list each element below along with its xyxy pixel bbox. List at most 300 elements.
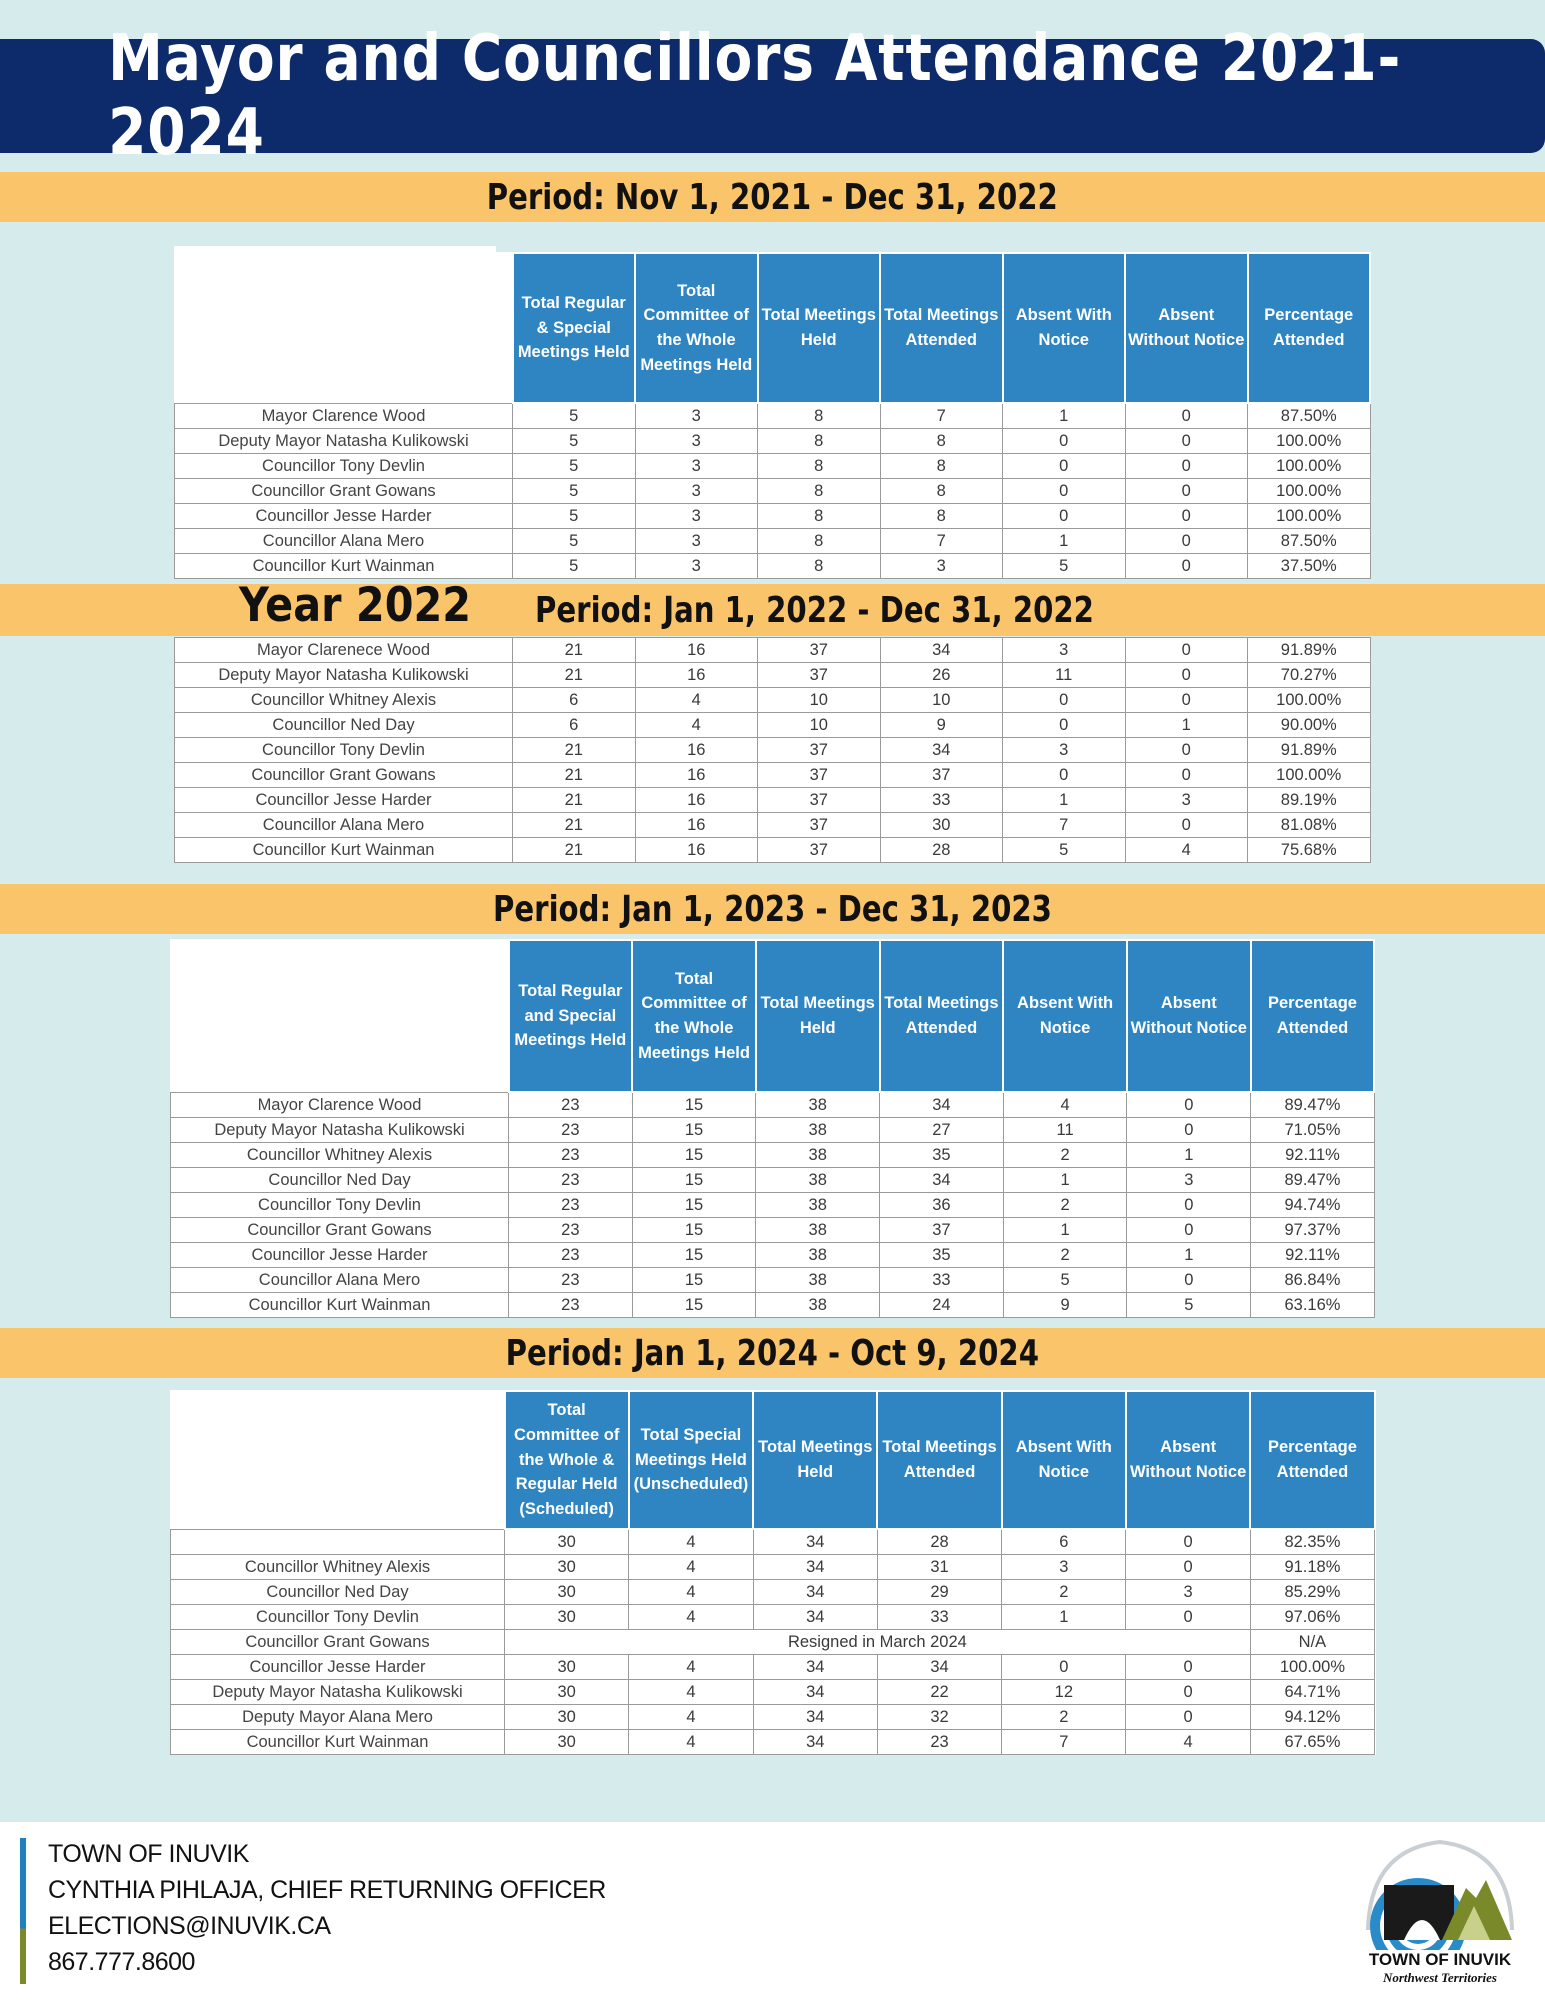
contact-phone[interactable]: 867.777.8600 [48, 1948, 195, 1976]
column-header: Total Committee of the Whole Meetings Held [632, 940, 756, 1092]
value-cell: 3 [1002, 1555, 1126, 1580]
value-cell: 100.00% [1248, 454, 1371, 479]
value-cell: 24 [880, 1293, 1004, 1318]
value-cell: 2 [1003, 1143, 1127, 1168]
value-cell: 0 [1002, 1655, 1126, 1680]
table-row [171, 1092, 1375, 1118]
table-row [171, 1730, 1375, 1755]
value-cell: 100.00% [1248, 479, 1371, 504]
value-cell: 34 [753, 1580, 877, 1605]
value-cell: 2 [1002, 1580, 1126, 1605]
value-cell: 4 [629, 1680, 753, 1705]
member-name-cell: Councillor Jesse Harder [175, 788, 513, 813]
value-cell: 28 [877, 1529, 1001, 1555]
value-cell: 38 [756, 1118, 880, 1143]
member-name-cell: Councillor Tony Devlin [175, 738, 513, 763]
value-cell: 11 [1003, 1118, 1127, 1143]
value-cell: 21 [513, 838, 636, 863]
value-cell: 38 [756, 1243, 880, 1268]
attendance-table-2022 [174, 637, 1371, 863]
value-cell: 4 [629, 1580, 753, 1605]
column-header: Total Committee of the Whole Meetings Held [635, 253, 758, 403]
value-cell: 0 [1125, 454, 1248, 479]
value-cell: 0 [1125, 638, 1248, 663]
value-cell: 0 [1003, 454, 1126, 479]
value-cell: 37 [880, 763, 1003, 788]
value-cell: 30 [505, 1680, 629, 1705]
footer [0, 1822, 1545, 2000]
value-cell: 37 [880, 1218, 1004, 1243]
contact-officer: CYNTHIA PIHLAJA, CHIEF RETURNING OFFICER [48, 1876, 606, 1904]
value-cell: 30 [880, 813, 1003, 838]
value-cell: 16 [635, 638, 758, 663]
value-cell: 16 [635, 838, 758, 863]
member-name-cell: Deputy Mayor Natasha Kulikowski [171, 1680, 505, 1705]
value-cell: 7 [1002, 1730, 1126, 1755]
value-cell: 8 [758, 454, 881, 479]
value-cell: 8 [880, 504, 1003, 529]
value-cell: 37 [758, 813, 881, 838]
value-cell: 4 [635, 713, 758, 738]
value-cell: 27 [880, 1118, 1004, 1143]
value-cell: 30 [505, 1605, 629, 1630]
value-cell: 34 [880, 738, 1003, 763]
value-cell: 94.12% [1250, 1705, 1374, 1730]
value-cell: 23 [509, 1243, 633, 1268]
value-cell: 1 [1127, 1143, 1251, 1168]
table-row [175, 713, 1371, 738]
value-cell: 33 [877, 1605, 1001, 1630]
value-cell: 8 [758, 479, 881, 504]
value-cell: 5 [1003, 838, 1126, 863]
value-cell: 82.35% [1250, 1529, 1374, 1555]
table-row [175, 763, 1371, 788]
value-cell: 8 [880, 479, 1003, 504]
value-cell: 0 [1125, 738, 1248, 763]
table-row [171, 1268, 1375, 1293]
member-name-cell: Councillor Alana Mero [175, 529, 513, 554]
table-row [175, 429, 1371, 454]
value-cell: 38 [756, 1143, 880, 1168]
table-row [175, 838, 1371, 863]
value-cell: 34 [753, 1655, 877, 1680]
value-cell: Resigned in March 2024 [505, 1630, 1251, 1655]
value-cell: 23 [509, 1168, 633, 1193]
value-cell: 34 [880, 1092, 1004, 1118]
member-name-cell: Deputy Mayor Natasha Kulikowski [175, 663, 513, 688]
table-row [175, 403, 1371, 429]
member-name-cell: Mayor Clarenece Wood [175, 638, 513, 663]
value-cell: 70.27% [1248, 663, 1371, 688]
period-band-2024 [0, 1328, 1545, 1378]
value-cell: 63.16% [1251, 1293, 1375, 1318]
value-cell: 97.06% [1250, 1605, 1374, 1630]
value-cell: 0 [1125, 479, 1248, 504]
contact-email[interactable]: ELECTIONS@INUVIK.CA [48, 1912, 331, 1940]
value-cell: 21 [513, 788, 636, 813]
value-cell: 38 [756, 1218, 880, 1243]
value-cell: 0 [1126, 1655, 1250, 1680]
table-row [175, 788, 1371, 813]
value-cell: 23 [877, 1730, 1001, 1755]
column-header: Total Regular and Special Meetings Held [509, 940, 633, 1092]
value-cell: 5 [513, 529, 636, 554]
value-cell: 100.00% [1248, 504, 1371, 529]
value-cell: 1 [1002, 1605, 1126, 1630]
table-row [175, 479, 1371, 504]
value-cell: N/A [1250, 1630, 1374, 1655]
value-cell: 16 [635, 763, 758, 788]
value-cell: 92.11% [1251, 1143, 1375, 1168]
value-cell: 0 [1127, 1218, 1251, 1243]
table-row [171, 1143, 1375, 1168]
table-row [175, 554, 1371, 579]
value-cell: 37 [758, 763, 881, 788]
member-name-cell: Councillor Grant Gowans [171, 1218, 509, 1243]
period-band-2022 [0, 584, 1545, 636]
page-title: Mayor and Councillors Attendance 2021-2024 [108, 22, 1402, 170]
value-cell: 4 [635, 688, 758, 713]
value-cell: 67.65% [1250, 1730, 1374, 1755]
member-name-cell: Councillor Ned Day [171, 1168, 509, 1193]
value-cell: 16 [635, 738, 758, 763]
member-name-cell: Mayor Clarence Wood [171, 1092, 509, 1118]
member-name-cell: Deputy Mayor Natasha Kulikowski [171, 1118, 509, 1143]
value-cell: 21 [513, 638, 636, 663]
value-cell: 15 [632, 1143, 756, 1168]
attendance-table-2021 [174, 252, 1371, 579]
value-cell: 10 [758, 713, 881, 738]
column-header: Percentage Attended [1251, 940, 1375, 1092]
value-cell: 37 [758, 838, 881, 863]
value-cell: 22 [877, 1680, 1001, 1705]
value-cell: 0 [1125, 763, 1248, 788]
value-cell: 23 [509, 1193, 633, 1218]
member-name-cell: Councillor Grant Gowans [175, 763, 513, 788]
value-cell: 1 [1125, 713, 1248, 738]
value-cell: 0 [1125, 429, 1248, 454]
value-cell: 86.84% [1251, 1268, 1375, 1293]
value-cell: 15 [632, 1092, 756, 1118]
value-cell: 5 [513, 429, 636, 454]
member-name-cell: Councillor Jesse Harder [171, 1655, 505, 1680]
header-blank [171, 940, 509, 1092]
value-cell: 23 [509, 1143, 633, 1168]
value-cell: 16 [635, 663, 758, 688]
member-name-cell: Councillor Ned Day [171, 1580, 505, 1605]
period-label-2021: Period: Nov 1, 2021 - Dec 31, 2022 [486, 176, 1059, 218]
value-cell: 15 [632, 1218, 756, 1243]
table-row [175, 738, 1371, 763]
value-cell: 8 [758, 504, 881, 529]
value-cell: 0 [1125, 554, 1248, 579]
value-cell: 3 [635, 529, 758, 554]
member-name-cell: Deputy Mayor Natasha Kulikowski [175, 429, 513, 454]
value-cell: 87.50% [1248, 529, 1371, 554]
column-header: Total Regular & Special Meetings Held [513, 253, 636, 403]
member-name-cell: Councillor Kurt Wainman [171, 1293, 509, 1318]
table-row [175, 688, 1371, 713]
value-cell: 30 [505, 1705, 629, 1730]
member-name-cell: Councillor Whitney Alexis [171, 1555, 505, 1580]
value-cell: 3 [1003, 738, 1126, 763]
value-cell: 33 [880, 788, 1003, 813]
value-cell: 2 [1002, 1705, 1126, 1730]
value-cell: 10 [758, 688, 881, 713]
value-cell: 30 [505, 1730, 629, 1755]
value-cell: 37 [758, 738, 881, 763]
value-cell: 32 [877, 1705, 1001, 1730]
value-cell: 38 [756, 1193, 880, 1218]
value-cell: 34 [880, 1168, 1004, 1193]
value-cell: 30 [505, 1555, 629, 1580]
value-cell: 0 [1125, 403, 1248, 429]
value-cell: 1 [1003, 1168, 1127, 1193]
value-cell: 0 [1126, 1705, 1250, 1730]
value-cell: 38 [756, 1168, 880, 1193]
value-cell: 21 [513, 738, 636, 763]
value-cell: 3 [1003, 638, 1126, 663]
member-name-cell: Councillor Kurt Wainman [175, 554, 513, 579]
value-cell: 0 [1003, 713, 1126, 738]
value-cell: 3 [635, 429, 758, 454]
value-cell: 30 [505, 1655, 629, 1680]
value-cell: 38 [756, 1293, 880, 1318]
value-cell: 0 [1126, 1555, 1250, 1580]
member-name-cell: Councillor Whitney Alexis [175, 688, 513, 713]
member-name-cell: Councillor Kurt Wainman [175, 838, 513, 863]
value-cell: 37 [758, 663, 881, 688]
table-row [171, 1705, 1375, 1730]
column-header: Total Meetings Attended [880, 253, 1003, 403]
value-cell: 0 [1126, 1529, 1250, 1555]
logo-mark-icon [1354, 1830, 1526, 1950]
value-cell: 21 [513, 663, 636, 688]
value-cell: 2 [1003, 1193, 1127, 1218]
value-cell: 0 [1127, 1092, 1251, 1118]
value-cell: 97.37% [1251, 1218, 1375, 1243]
table-row [171, 1655, 1375, 1680]
table-row [171, 1630, 1375, 1655]
value-cell: 3 [635, 403, 758, 429]
member-name-cell: Councillor Jesse Harder [175, 504, 513, 529]
table-row [171, 1580, 1375, 1605]
value-cell: 0 [1003, 688, 1126, 713]
member-name-cell: Councillor Kurt Wainman [171, 1730, 505, 1755]
value-cell: 75.68% [1248, 838, 1371, 863]
member-name-cell: Councillor Jesse Harder [171, 1243, 509, 1268]
column-header: Absent With Notice [1002, 1391, 1126, 1529]
value-cell: 4 [1125, 838, 1248, 863]
member-name-cell: Councillor Tony Devlin [171, 1193, 509, 1218]
value-cell: 36 [880, 1193, 1004, 1218]
table-row [171, 1168, 1375, 1193]
value-cell: 21 [513, 763, 636, 788]
value-cell: 21 [513, 813, 636, 838]
member-name-cell: Councillor Tony Devlin [171, 1605, 505, 1630]
value-cell: 85.29% [1250, 1580, 1374, 1605]
value-cell: 3 [1127, 1168, 1251, 1193]
value-cell: 0 [1126, 1605, 1250, 1630]
value-cell: 33 [880, 1268, 1004, 1293]
value-cell: 11 [1003, 663, 1126, 688]
value-cell: 87.50% [1248, 403, 1371, 429]
value-cell: 7 [880, 529, 1003, 554]
value-cell: 23 [509, 1118, 633, 1143]
value-cell: 3 [635, 554, 758, 579]
value-cell: 89.47% [1251, 1092, 1375, 1118]
value-cell: 26 [880, 663, 1003, 688]
value-cell: 38 [756, 1268, 880, 1293]
value-cell: 34 [753, 1730, 877, 1755]
value-cell: 100.00% [1248, 763, 1371, 788]
value-cell: 4 [629, 1529, 753, 1555]
value-cell: 8 [758, 403, 881, 429]
value-cell: 4 [1003, 1092, 1127, 1118]
value-cell: 1 [1003, 403, 1126, 429]
value-cell: 3 [880, 554, 1003, 579]
table-row [171, 1529, 1375, 1555]
value-cell: 0 [1125, 663, 1248, 688]
value-cell: 5 [513, 454, 636, 479]
table-row [171, 1243, 1375, 1268]
contact-org: TOWN OF INUVIK [48, 1840, 249, 1868]
table-row [171, 1293, 1375, 1318]
table-row [175, 504, 1371, 529]
value-cell: 15 [632, 1293, 756, 1318]
year-label-2022: Year 2022 [239, 578, 472, 633]
value-cell: 5 [513, 403, 636, 429]
column-header: Percentage Attended [1250, 1391, 1374, 1529]
value-cell: 7 [1003, 813, 1126, 838]
value-cell: 0 [1127, 1268, 1251, 1293]
column-header: Absent Without Notice [1125, 253, 1248, 403]
value-cell: 91.18% [1250, 1555, 1374, 1580]
value-cell: 0 [1126, 1680, 1250, 1705]
value-cell: 16 [635, 788, 758, 813]
member-name-cell: Deputy Mayor Alana Mero [171, 1705, 505, 1730]
table-row [171, 1218, 1375, 1243]
period-label-2023: Period: Jan 1, 2023 - Dec 31, 2023 [493, 888, 1052, 930]
member-name-cell [171, 1529, 505, 1555]
value-cell: 5 [513, 504, 636, 529]
value-cell: 5 [1003, 554, 1126, 579]
value-cell: 91.89% [1248, 638, 1371, 663]
value-cell: 0 [1003, 429, 1126, 454]
value-cell: 23 [509, 1293, 633, 1318]
period-label-2022: Period: Jan 1, 2022 - Dec 31, 2022 [535, 589, 1094, 631]
value-cell: 34 [753, 1680, 877, 1705]
value-cell: 15 [632, 1268, 756, 1293]
value-cell: 89.19% [1248, 788, 1371, 813]
value-cell: 4 [629, 1730, 753, 1755]
value-cell: 4 [629, 1655, 753, 1680]
value-cell: 4 [629, 1605, 753, 1630]
column-header: Total Meetings Held [753, 1391, 877, 1529]
member-name-cell: Councillor Tony Devlin [175, 454, 513, 479]
column-header: Total Meetings Attended [880, 940, 1004, 1092]
table-row [175, 638, 1371, 663]
value-cell: 31 [877, 1555, 1001, 1580]
column-header: Total Committee of the Whole & Regular Held (Scheduled) [505, 1391, 629, 1529]
column-header: Percentage Attended [1248, 253, 1371, 403]
value-cell: 0 [1125, 688, 1248, 713]
column-header: Absent With Notice [1003, 940, 1127, 1092]
logo-subtitle: Northwest Territories [1382, 1970, 1497, 1985]
value-cell: 2 [1003, 1243, 1127, 1268]
value-cell: 28 [880, 838, 1003, 863]
value-cell: 89.47% [1251, 1168, 1375, 1193]
column-header: Absent Without Notice [1127, 940, 1251, 1092]
value-cell: 15 [632, 1168, 756, 1193]
logo-name: TOWN OF INUVIK [1368, 1950, 1512, 1969]
table-row [175, 529, 1371, 554]
value-cell: 64.71% [1250, 1680, 1374, 1705]
table-row [171, 1193, 1375, 1218]
value-cell: 1 [1003, 529, 1126, 554]
value-cell: 0 [1125, 813, 1248, 838]
value-cell: 34 [753, 1555, 877, 1580]
member-name-cell: Councillor Alana Mero [175, 813, 513, 838]
member-name-cell: Councillor Whitney Alexis [171, 1143, 509, 1168]
value-cell: 38 [756, 1092, 880, 1118]
header-blank [171, 1391, 505, 1529]
value-cell: 15 [632, 1243, 756, 1268]
value-cell: 100.00% [1250, 1655, 1374, 1680]
value-cell: 0 [1003, 763, 1126, 788]
value-cell: 34 [880, 638, 1003, 663]
value-cell: 35 [880, 1243, 1004, 1268]
value-cell: 4 [629, 1555, 753, 1580]
value-cell: 3 [635, 479, 758, 504]
column-header: Total Meetings Held [758, 253, 881, 403]
table-row [175, 813, 1371, 838]
value-cell: 5 [513, 554, 636, 579]
member-name-cell: Councillor Alana Mero [171, 1268, 509, 1293]
table-row [175, 663, 1371, 688]
town-of-inuvik-logo [1354, 1830, 1526, 1990]
value-cell: 0 [1127, 1193, 1251, 1218]
value-cell: 8 [758, 529, 881, 554]
column-header: Total Meetings Attended [877, 1391, 1001, 1529]
table-row [171, 1118, 1375, 1143]
column-header: Absent Without Notice [1126, 1391, 1250, 1529]
value-cell: 6 [513, 713, 636, 738]
value-cell: 6 [513, 688, 636, 713]
value-cell: 81.08% [1248, 813, 1371, 838]
member-name-cell: Councillor Grant Gowans [175, 479, 513, 504]
value-cell: 0 [1003, 479, 1126, 504]
value-cell: 30 [505, 1580, 629, 1605]
value-cell: 0 [1127, 1118, 1251, 1143]
table-row [171, 1555, 1375, 1580]
value-cell: 34 [877, 1655, 1001, 1680]
member-name-cell: Councillor Ned Day [175, 713, 513, 738]
value-cell: 9 [880, 713, 1003, 738]
value-cell: 8 [880, 429, 1003, 454]
value-cell: 34 [753, 1605, 877, 1630]
value-cell: 16 [635, 813, 758, 838]
value-cell: 5 [1127, 1293, 1251, 1318]
value-cell: 23 [509, 1268, 633, 1293]
value-cell: 5 [513, 479, 636, 504]
title-banner [0, 22, 1545, 170]
value-cell: 3 [1126, 1580, 1250, 1605]
value-cell: 8 [880, 454, 1003, 479]
value-cell: 37.50% [1248, 554, 1371, 579]
value-cell: 4 [1126, 1730, 1250, 1755]
value-cell: 1 [1003, 1218, 1127, 1243]
